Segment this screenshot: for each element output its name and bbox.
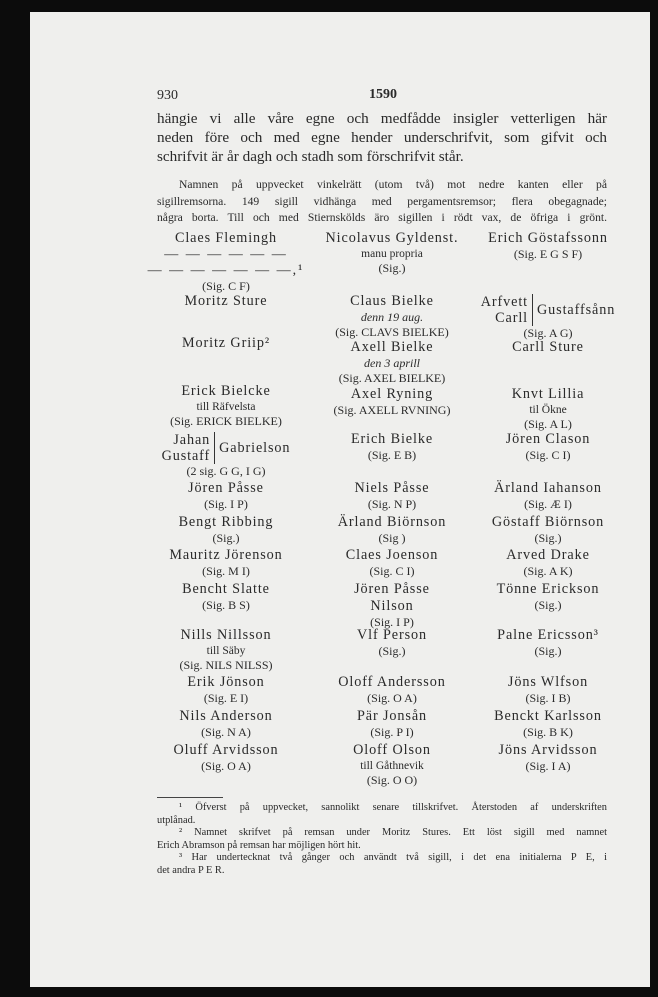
signature-entry (307, 230, 477, 276)
signature-entry (141, 627, 311, 673)
signature-entry (141, 480, 311, 512)
signer-name: Erich Bielke (350, 431, 434, 447)
signature-entry (463, 627, 633, 659)
seal-note: (Sig. I P) (370, 615, 414, 629)
seal-note: (Sig.) (212, 531, 240, 545)
signature-date: den 3 aprill (364, 356, 420, 370)
signature-entry (463, 339, 633, 356)
seal-note: (Sig. I B) (525, 691, 571, 705)
signer-place: manu propria (361, 248, 423, 260)
signature-entry (307, 674, 477, 706)
signer-name: Jöns Arvidsson (498, 742, 598, 758)
signer-name: Claes Joenson (345, 547, 439, 563)
seal-note: (Sig. E B) (367, 448, 417, 462)
given-names (162, 432, 216, 464)
given-name: Carll (495, 310, 529, 326)
body-line: hängie vi alle våre egne och medfådde insigler vetterligen här (157, 110, 607, 127)
seal-note: (Sig. O A) (201, 759, 251, 773)
seal-note: (Sig. C I) (525, 448, 571, 462)
footnote-line: ² Namnet skrifvet på remsan under Moritz Stures. Ett löst sigill med namnet (179, 827, 607, 839)
seal-note: (Sig. ERICK BIELKE) (170, 414, 282, 428)
signer-name: Tönne Erickson (496, 581, 600, 597)
seal-note: (Sig. O A) (367, 691, 417, 705)
signer-name: Erik Jönson (187, 674, 265, 690)
signer-name: Vlf Person (356, 627, 428, 643)
signature-entry (463, 431, 633, 463)
body-line: schrifvit är år dagh och stadh som förschrifvit står. (157, 148, 464, 165)
signer-name: Carll Sture (512, 339, 584, 355)
signature-entry (307, 514, 477, 546)
seal-note: (Sig. AXELL RVNING) (333, 403, 451, 417)
signature-entry (463, 293, 633, 341)
signature-entry (463, 230, 633, 262)
signature-entry (141, 547, 311, 579)
signer-name: Jören Påsse (188, 480, 264, 496)
signer-name: Axell Bielke (350, 339, 434, 355)
signature-entry (141, 708, 311, 740)
footnote-line: det andra P E R. (157, 864, 225, 876)
signer-name: Erich Göstafssonn (488, 230, 608, 246)
signer-name: Oloff Andersson (338, 674, 446, 690)
body-line: neden före och med egne hender underschrifvit, som gifvit och (157, 129, 607, 146)
signature-entry (307, 293, 477, 340)
seal-note: (Sig. A G) (523, 326, 573, 340)
signer-name: Claus Bielke (350, 293, 434, 309)
signer-place: til Ökne (529, 404, 567, 416)
seal-note: (Sig. C F) (202, 279, 250, 293)
signer-name: Nicolavus Gyldenst. (325, 230, 459, 246)
seal-note: (Sig. E G S F) (513, 247, 583, 261)
signature-entry (307, 339, 477, 386)
editorial-note (157, 177, 607, 227)
footnote-line: utplånad. (157, 814, 196, 826)
signature-entry (307, 742, 477, 788)
seal-note: (2 sig. G G, I G) (186, 464, 266, 478)
seal-note: (Sig. C I) (369, 564, 415, 578)
signature-entry (141, 431, 311, 479)
seal-note: (Sig. AXEL BIELKE) (338, 371, 446, 385)
signer-name: Jöns Wlfson (507, 674, 589, 690)
signature-entry (307, 431, 477, 463)
signature-entry (463, 514, 633, 546)
signer-name: Knvt Lillia (511, 386, 585, 402)
seal-note: (Sig. N A) (201, 725, 251, 739)
signature-entry (141, 335, 311, 352)
seal-note: (Sig. A K) (523, 564, 573, 578)
bracketed-names (481, 294, 615, 326)
footnote-line: ³ Har undertecknat två gånger och användt två sigill, i det ena initialerna P E, i (179, 852, 607, 864)
signer-name: Nills Nillsson (180, 627, 272, 643)
signature-entry (463, 742, 633, 774)
signature-entry (307, 627, 477, 659)
signature-entry (463, 547, 633, 579)
signer-name: Mauritz Jörenson (169, 547, 283, 563)
erased-signature: — — — — — — (164, 247, 288, 262)
signature-entry (141, 514, 311, 546)
given-name: Gustaff (161, 448, 211, 464)
surname: Gustaffsånn (537, 301, 616, 318)
signer-name: Ärland Iahanson (494, 480, 602, 496)
signer-name: Bencht Slatte (182, 581, 270, 597)
signer-name: Ärland Biörnson (337, 514, 447, 530)
signature-entry (307, 386, 477, 418)
signature-entry (307, 480, 477, 512)
signature-date: denn 19 aug. (360, 310, 424, 324)
bracketed-names (162, 432, 291, 464)
footnote-rule (157, 797, 223, 798)
seal-note: (Sig.) (534, 598, 562, 612)
signer-place: till Räfvelsta (196, 401, 256, 413)
seal-note: (Sig.) (534, 531, 562, 545)
signer-name: Nils Anderson (179, 708, 273, 724)
signer-name: Erick Bielcke (181, 383, 271, 399)
signer-name: Arved Drake (506, 547, 590, 563)
seal-note: (Sig ) (378, 531, 406, 545)
footnote-line: Erich Abramson på remsan har möjligen hört hit. (157, 839, 361, 851)
seal-note: (Sig. NILS NILSS) (179, 658, 273, 672)
signature-entry (307, 708, 477, 740)
signature-entry (463, 708, 633, 740)
signer-name: Claes Flemingh (174, 230, 278, 246)
signer-name: Jören Påsse (354, 581, 430, 597)
signature-entry (141, 230, 311, 294)
signer-name: Bengt Ribbing (178, 514, 274, 530)
signer-name: Oluff Arvidsson (173, 742, 279, 758)
seal-note: (Sig. E I) (203, 691, 249, 705)
footnote-line: ¹ Öfverst på uppvecket, sannolikt senare tillskrifvet. Återstoden af underskriften (179, 802, 607, 813)
signer-name: Palne Ericsson³ (497, 627, 599, 643)
signer-place: till Gåthnevik (360, 760, 424, 772)
signer-name: Oloff Olson (353, 742, 431, 758)
given-name: Arfvett (480, 294, 529, 310)
signer-name: Göstaff Biörnson (491, 514, 605, 530)
surname: Gabrielson (219, 439, 291, 456)
signature-entry (463, 386, 633, 432)
signer-name: Benckt Karlsson (494, 708, 602, 724)
seal-note: (Sig. CLAVS BIELKE) (335, 325, 449, 339)
seal-note: (Sig. N P) (367, 497, 417, 511)
seal-note: (Sig.) (378, 644, 406, 658)
seal-note: (Sig. I A) (525, 759, 571, 773)
seal-note: (Sig. B K) (523, 725, 573, 739)
signature-entry (141, 383, 311, 429)
year-heading: 1590 (369, 87, 397, 102)
signer-name: Niels Påsse (354, 480, 430, 496)
seal-note: (Sig. M I) (202, 564, 250, 578)
page-number: 930 (157, 88, 178, 103)
signature-entry (307, 547, 477, 579)
seal-note: (Sig.) (378, 261, 406, 275)
signature-entry (141, 742, 311, 774)
seal-note: (Sig.) (534, 644, 562, 658)
note-line: sigillremsorna. 149 sigill vidhänga med pergamentsremsor; flera obegagnade; (157, 194, 607, 208)
signer-name: Pär Jonsån (356, 708, 428, 724)
note-line: Namnen på uppvecket vinkelrätt (utom två) mot nedre kanten eller på (179, 178, 607, 191)
footnotes (157, 802, 607, 878)
body-paragraph (157, 109, 607, 166)
seal-note: (Sig. O O) (366, 773, 418, 787)
signer-name: Jören Clason (505, 431, 591, 447)
signer-name: Nilson (370, 598, 414, 614)
seal-note: (Sig. Æ I) (524, 497, 572, 511)
signer-name: Moritz Sture (184, 293, 268, 309)
seal-note: (Sig. A L) (524, 417, 572, 431)
signer-name: Moritz Griip² (181, 335, 271, 351)
signature-entry (141, 293, 311, 310)
signature-entry (463, 480, 633, 512)
signature-entry (307, 581, 477, 630)
seal-note: (Sig. P I) (370, 725, 414, 739)
given-name: Jahan (173, 432, 211, 448)
seal-note: (Sig. B S) (202, 598, 250, 612)
signature-entry (141, 581, 311, 613)
seal-note: (Sig. I P) (204, 497, 248, 511)
signature-entry (463, 674, 633, 706)
note-line: några borta. Till och med Stiernskölds äro sigillen i rödt vax, de öfriga i grönt. (157, 211, 607, 224)
signer-name: Axel Ryning (350, 386, 434, 402)
given-names (481, 294, 533, 326)
signature-entry (141, 674, 311, 706)
signature-entry (463, 581, 633, 613)
signer-place: till Säby (206, 645, 246, 657)
erased-signature: — — — — — — —,¹ (147, 263, 305, 278)
